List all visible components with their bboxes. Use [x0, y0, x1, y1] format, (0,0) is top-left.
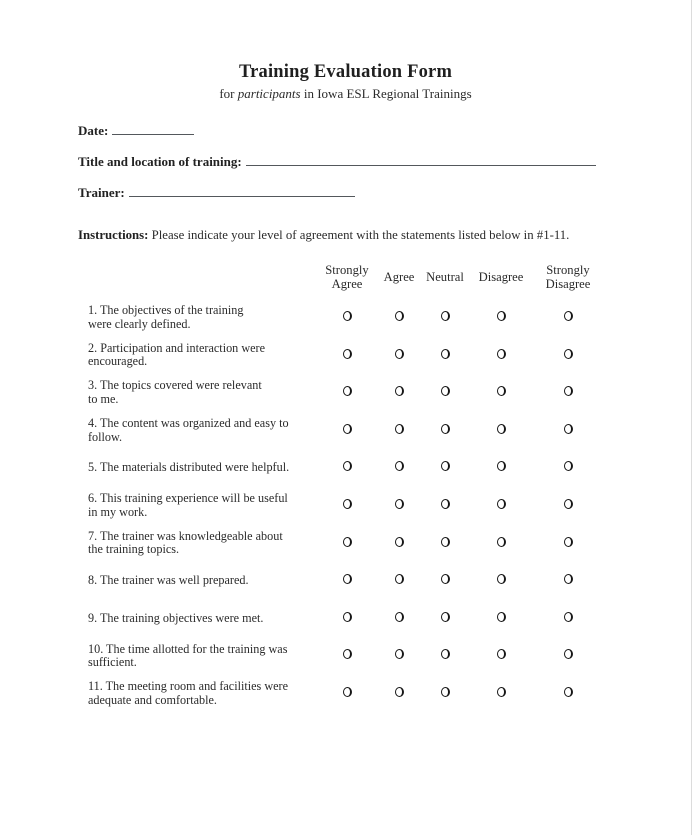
radio-agree[interactable] — [395, 461, 404, 471]
title-location-field-row — [78, 153, 691, 169]
radio-agree[interactable] — [395, 349, 404, 359]
radio-disagree[interactable] — [497, 461, 506, 471]
radio-strongly-agree[interactable] — [343, 349, 352, 359]
statement-9: 9. The training objectives were met. — [88, 610, 264, 625]
radio-neutral[interactable] — [441, 574, 450, 584]
radio-strongly-disagree[interactable] — [564, 499, 573, 509]
radio-strongly-disagree[interactable] — [564, 461, 573, 471]
radio-agree[interactable] — [395, 311, 404, 321]
radio-strongly-agree[interactable] — [343, 537, 352, 547]
radio-neutral[interactable] — [441, 499, 450, 509]
title-location-input[interactable] — [246, 153, 596, 166]
radio-disagree[interactable] — [497, 574, 506, 584]
trainer-field-row — [78, 184, 691, 200]
instructions-label: Instructions: — [78, 228, 149, 242]
radio-neutral[interactable] — [441, 386, 450, 396]
radio-strongly-agree[interactable] — [343, 461, 352, 471]
radio-strongly-agree[interactable] — [343, 311, 352, 321]
radio-agree[interactable] — [395, 612, 404, 622]
radio-neutral[interactable] — [441, 311, 450, 321]
statement-8: 8. The trainer was well prepared. — [88, 573, 249, 588]
form-fields — [78, 122, 691, 200]
instructions — [78, 228, 691, 243]
statement-5: 5. The materials distributed were helpful. — [88, 460, 290, 475]
page-subtitle — [0, 86, 691, 102]
table-row — [88, 562, 691, 600]
radio-neutral[interactable] — [441, 461, 450, 471]
table-row — [88, 637, 691, 675]
col-header-strongly-disagree: Strongly Disagree — [545, 262, 591, 291]
col-header-neutral: Neutral — [426, 269, 464, 284]
title-location-label: Title and location of training: — [78, 154, 242, 169]
statement-10: 10. The time allotted for the training was sufficient. — [88, 641, 288, 670]
radio-disagree[interactable] — [497, 687, 506, 697]
radio-strongly-agree[interactable] — [343, 574, 352, 584]
radio-strongly-agree[interactable] — [343, 649, 352, 659]
radio-neutral[interactable] — [441, 612, 450, 622]
table-row — [88, 299, 691, 337]
radio-neutral[interactable] — [441, 537, 450, 547]
statement-1: 1. The objectives of the training were clearly defined. — [88, 303, 244, 331]
radio-disagree[interactable] — [497, 649, 506, 659]
radio-neutral[interactable] — [441, 349, 450, 359]
table-row — [88, 374, 691, 412]
radio-neutral[interactable] — [441, 687, 450, 697]
radio-strongly-agree[interactable] — [343, 424, 352, 434]
statement-11: 11. The meeting room and facilities were adequate and comfortable. — [88, 679, 289, 707]
radio-agree[interactable] — [395, 687, 404, 697]
statement-3: 3. The topics covered were relevant to me. — [88, 378, 262, 406]
table-row — [88, 600, 691, 638]
radio-disagree[interactable] — [497, 499, 506, 509]
table-row — [88, 525, 691, 563]
date-input[interactable] — [112, 122, 194, 135]
table-row — [88, 675, 691, 713]
radio-strongly-agree[interactable] — [343, 499, 352, 509]
statement-6: 6. This training experience will be useful in my work. — [88, 491, 288, 519]
col-header-disagree: Disagree — [478, 269, 524, 284]
table-row — [88, 412, 691, 450]
radio-strongly-disagree[interactable] — [564, 574, 573, 584]
trainer-label: Trainer: — [78, 185, 125, 200]
radio-strongly-disagree[interactable] — [564, 612, 573, 622]
radio-agree[interactable] — [395, 537, 404, 547]
radio-disagree[interactable] — [497, 424, 506, 434]
radio-strongly-agree[interactable] — [343, 386, 352, 396]
radio-agree[interactable] — [395, 574, 404, 584]
radio-disagree[interactable] — [497, 349, 506, 359]
radio-disagree[interactable] — [497, 537, 506, 547]
radio-strongly-agree[interactable] — [343, 687, 352, 697]
radio-neutral[interactable] — [441, 424, 450, 434]
statement-2: 2. Participation and interaction were encouraged. — [88, 340, 265, 369]
instructions-text: Please indicate your level of agreement with the statements listed below in #1-11. — [148, 228, 570, 242]
radio-agree[interactable] — [395, 424, 404, 434]
radio-strongly-disagree[interactable] — [564, 687, 573, 697]
table-row — [88, 337, 691, 375]
radio-strongly-disagree[interactable] — [564, 386, 573, 396]
table-row — [88, 487, 691, 525]
date-label: Date: — [78, 123, 109, 138]
subtitle-italic: participants — [237, 86, 301, 101]
rating-table — [88, 255, 691, 713]
radio-agree[interactable] — [395, 649, 404, 659]
radio-neutral[interactable] — [441, 649, 450, 659]
radio-disagree[interactable] — [497, 386, 506, 396]
radio-agree[interactable] — [395, 386, 404, 396]
subtitle-prefix: for — [219, 86, 238, 101]
col-header-strongly-agree: Strongly Agree — [325, 262, 369, 291]
radio-agree[interactable] — [395, 499, 404, 509]
statement-4: 4. The content was organized and easy to follow. — [88, 415, 289, 444]
radio-strongly-disagree[interactable] — [564, 349, 573, 359]
radio-disagree[interactable] — [497, 311, 506, 321]
radio-strongly-disagree[interactable] — [564, 537, 573, 547]
table-header-row — [88, 255, 691, 299]
page-title: Training Evaluation Form — [238, 62, 453, 82]
table-row — [88, 449, 691, 487]
radio-strongly-disagree[interactable] — [564, 424, 573, 434]
subtitle-suffix: in Iowa ESL Regional Trainings — [300, 86, 472, 101]
date-field-row — [78, 122, 691, 138]
col-header-agree: Agree — [383, 269, 415, 284]
trainer-input[interactable] — [129, 184, 355, 197]
statement-7: 7. The trainer was knowledgeable about the training topics. — [88, 528, 283, 557]
radio-strongly-disagree[interactable] — [564, 649, 573, 659]
radio-disagree[interactable] — [497, 612, 506, 622]
radio-strongly-disagree[interactable] — [564, 311, 573, 321]
radio-strongly-agree[interactable] — [343, 612, 352, 622]
